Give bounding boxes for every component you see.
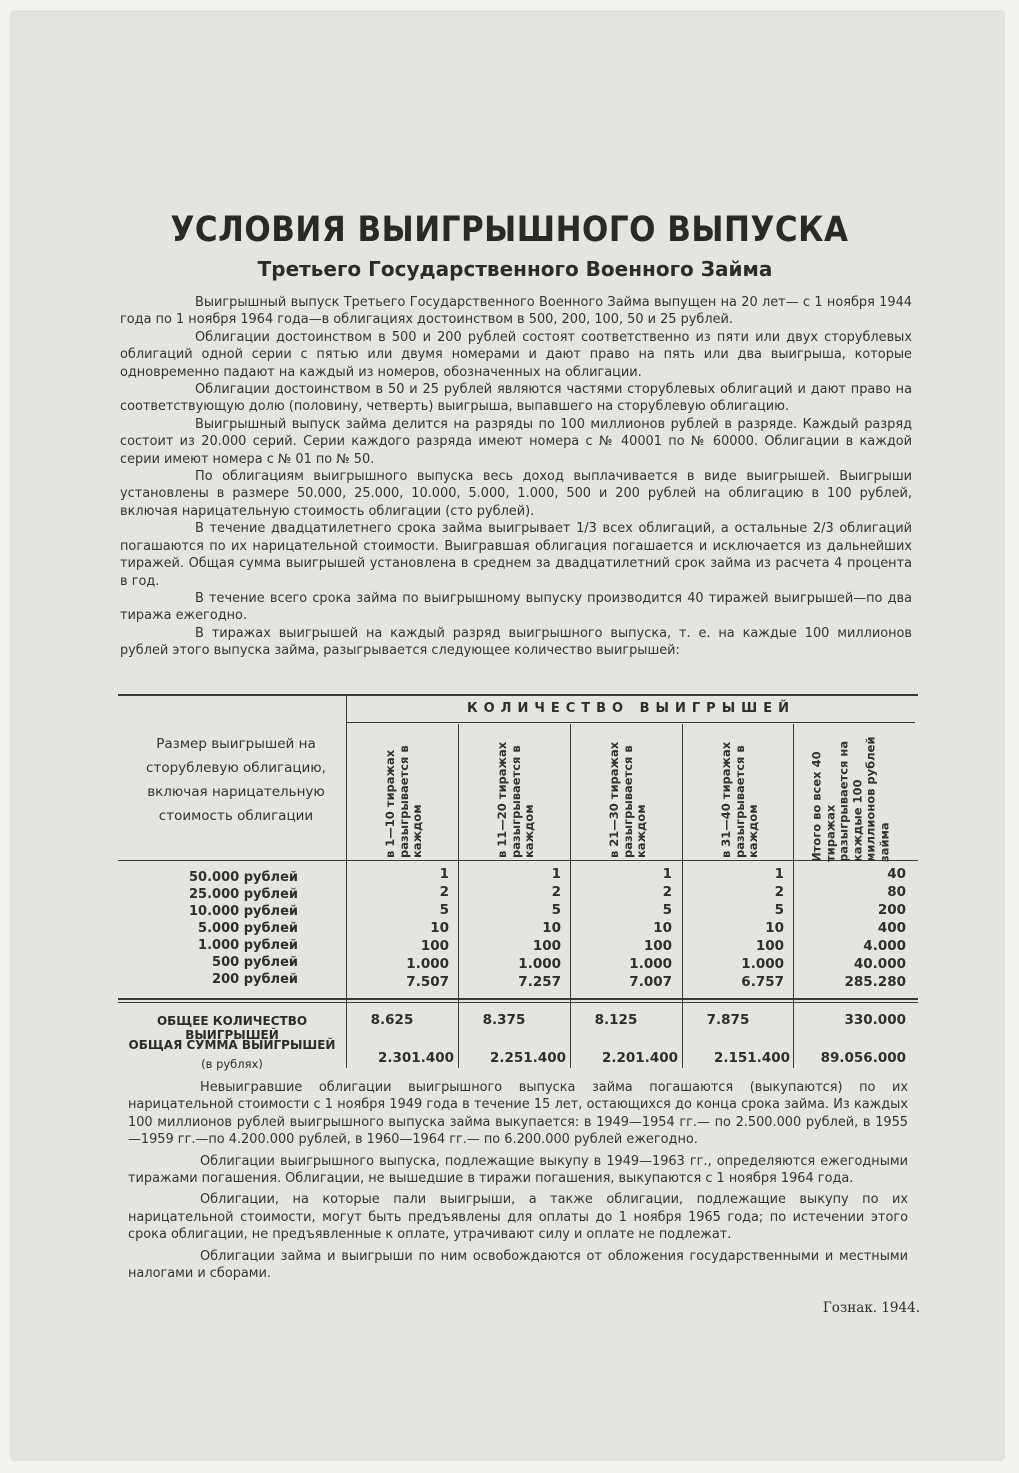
table-cell: 100: [420, 938, 449, 954]
total-sum-cell: 2.251.400: [489, 1050, 566, 1066]
column-header-text: в 31—40 тиражах разыгрывается в каждом: [718, 741, 760, 858]
outro-paragraph: Облигации выигрышного выпуска, подлежащие выкупу в 1949—1963 гг., определяются ежегодными тиражами погашения. Облигации, не вышедшие в тиражи погашения, выкупаются с 1 ноября 1964 года.: [128, 1153, 908, 1187]
table-cell: 4.000: [863, 938, 906, 954]
total-count-cell: 330.000: [844, 1012, 906, 1028]
table-subheader-rule: [347, 722, 915, 723]
total-count-cell: 8.625: [370, 1012, 414, 1028]
printer-imprint: Гознак. 1944.: [822, 1300, 920, 1316]
row-label: 500 рублей: [212, 955, 298, 970]
outro-text: [128, 1079, 908, 1286]
table-cell: 2: [551, 884, 561, 900]
column-header-text: Итого во всех 40 тиражах разыгрывается на каждые 100 миллионов рублей займа: [809, 736, 891, 862]
table-cell: 10: [765, 920, 784, 936]
table-cell: 2: [662, 884, 672, 900]
table-cell: 10: [653, 920, 672, 936]
total-count-cell: 8.125: [594, 1012, 638, 1028]
document-title: УСЛОВИЯ ВЫИГРЫШНОГО ВЫПУСКА: [170, 209, 849, 251]
intro-paragraph: По облигациям выигрышного выпуска весь доход выплачивается в виде выигрышей. Выигрыши установлены в размере 50.000, 25.000, 10.000, 5.000, 1.000, 500 и 200 рублей на облигацию в 100 рублей, включая нарицательную стоимость облигации (сто рублей).: [120, 469, 912, 519]
row-label: 25.000 рублей: [189, 887, 298, 902]
table-cell: 5: [439, 902, 449, 918]
outro-paragraph: Облигации, на которые пали выигрыши, а также облигации, подлежащие выкупу по их нарицательной стоимости, могут быть предъявлены для оплаты до 1 ноября 1965 года; по истечении этого срока облигации, не предъявленные к оплате, утрачивают силу и оплате не подлежат.: [128, 1192, 908, 1243]
table-cell: 10: [430, 920, 449, 936]
table-cell: 7.007: [629, 974, 672, 990]
column-header-1: [347, 726, 460, 860]
row-label: 10.000 рублей: [189, 904, 298, 919]
table-cell: 2: [774, 884, 784, 900]
table-cell: 1: [439, 866, 449, 882]
table-cell: 285.280: [844, 974, 906, 990]
intro-text: [120, 294, 912, 660]
intro-paragraph: Выигрышный выпуск займа делится на разряды по 100 миллионов рублей в разряде. Каждый разряд состоит из 20.000 серий. Серии каждого разряда имеют номера с № 40001 по № 60000. Облигации в каждой серии имеют номера с № 01 по № 50.: [120, 416, 912, 467]
table-cell: 7.257: [518, 974, 561, 990]
table-cell: 200: [877, 902, 906, 918]
total-count-cell: 7.875: [706, 1012, 750, 1028]
table-cell: 1.000: [406, 956, 449, 972]
intro-paragraph: Облигации достоинством в 500 и 200 рублей состоят соответственно из пяти или двух сторублевых облигаций одной серии с пятью или двумя номерами и дают право на пять или два выигрыша, которые одновременно падают на каждый из номеров, обозначенных на облигации.: [120, 329, 912, 380]
table-cell: 1.000: [741, 956, 784, 972]
intro-paragraph: В тиражах выигрышей на каждый разряд выигрышного выпуска, т. е. на каждые 100 миллионов рублей этого выпуска займа, разыгрывается следующее количество выигрышей:: [120, 625, 912, 659]
table-totals-rule: [118, 998, 918, 1000]
table-cell: 5: [551, 902, 561, 918]
table-cell: 1: [774, 866, 784, 882]
table-cell: 5: [774, 902, 784, 918]
total-sum-cell: 2.301.400: [377, 1050, 454, 1066]
row-label: 200 рублей: [212, 972, 298, 987]
table-cell: 40: [887, 866, 906, 882]
intro-paragraph: Выигрышный выпуск Третьего Государственного Военного Займа выпущен на 20 лет— с 1 ноября 1944 года по 1 ноября 1964 года—в облигациях достоинством в 500, 200, 100, 50 и 25 рублей.: [120, 295, 912, 328]
row-label: 5.000 рублей: [198, 921, 298, 936]
table-cell: 10: [542, 920, 561, 936]
total-count-cell: 8.375: [482, 1012, 526, 1028]
document-subtitle: Третьего Государственного Военного Займа: [257, 257, 773, 281]
table-cell: 1: [551, 866, 561, 882]
total-count-label: ОБЩЕЕ КОЛИЧЕСТВО ВЫИГРЫШЕЙ: [156, 1014, 308, 1042]
intro-paragraph: Облигации достоинством в 50 и 25 рублей являются частями сторублевых облигаций и дают право на соответствующую долю (половину, четверть) выигрыша, выпавшего на сторублевую облигацию.: [120, 382, 912, 415]
table-cell: 100: [755, 938, 784, 954]
total-sum-note: (в рублях): [201, 1057, 263, 1071]
table-main-header: КОЛИЧЕСТВО ВЫИГРЫШЕЙ: [467, 701, 795, 716]
row-label: 1.000 рублей: [198, 938, 298, 953]
table-cell: 100: [532, 938, 561, 954]
table-cell: 5: [662, 902, 672, 918]
table-totals-rule-2: [118, 1002, 918, 1003]
total-sum-label: ОБЩАЯ СУММА ВЫИГРЫШЕЙ: [128, 1038, 336, 1052]
table-header-rule: [118, 860, 918, 861]
column-header-2: [459, 726, 572, 860]
outro-paragraph: Невыигравшие облигации выигрышного выпуска займа погашаются (выкупаются) по их нарицательной стоимости с 1 ноября 1949 года в течение 15 лет, остающихся до конца срока займа. Из каждых 100 миллионов рублей выигрышного выпуска займа выкупается: в 1949—1954 гг.— по 2.500.000 рублей, в 1955—1959 гг.—по 4.200.000 рублей, в 1960—1964 гг.— по 6.200.000 рублей ежегодно.: [128, 1080, 908, 1148]
table-cell: 6.757: [741, 974, 784, 990]
intro-paragraph: В течение двадцатилетнего срока займа выигрывает 1/3 всех облигаций, а остальные 2/3 облигаций погашаются по их нарицательной стоимости. Выигравшая облигация погашается и исключается из дальнейших тиражей. Общая сумма выигрышей установлена в среднем за двадцатилетний срок займа из расчета 4 процента в год.: [120, 521, 912, 589]
column-header-text: в 21—30 тиражах разыгрывается в каждом: [606, 741, 648, 858]
row-label: 50.000 рублей: [189, 870, 298, 885]
column-header-5: [794, 726, 907, 860]
table-size-header: Размер выигрышей на сторублевую облигацию, включая нарицательную стоимость облигации: [146, 736, 326, 824]
table-cell: 40.000: [853, 956, 906, 972]
table-cell: 400: [877, 920, 906, 936]
table-cell: 100: [643, 938, 672, 954]
outro-paragraph: Облигации займа и выигрыши по ним освобождаются от обложения государственными и местными налогами и сборами.: [128, 1248, 908, 1282]
total-sum-cell: 2.201.400: [601, 1050, 678, 1066]
column-header-4: [683, 726, 796, 860]
column-header-text: в 1—10 тиражах разыгрывается в каждом: [382, 745, 424, 858]
table-cell: 1: [662, 866, 672, 882]
table-cell: 7.507: [406, 974, 449, 990]
table-cell: 1.000: [629, 956, 672, 972]
table-cell: 1.000: [518, 956, 561, 972]
table-cell: 80: [887, 884, 906, 900]
total-sum-cell: 89.056.000: [820, 1050, 906, 1066]
table-top-rule: [118, 694, 918, 696]
table-cell: 2: [439, 884, 449, 900]
column-header-3: [571, 726, 684, 860]
total-sum-cell: 2.151.400: [713, 1050, 790, 1066]
column-header-text: в 11—20 тиражах разыгрывается в каждом: [494, 741, 536, 858]
intro-paragraph: В течение всего срока займа по выигрышному выпуску производится 40 тиражей выигрышей—по два тиража ежегодно.: [120, 590, 912, 624]
